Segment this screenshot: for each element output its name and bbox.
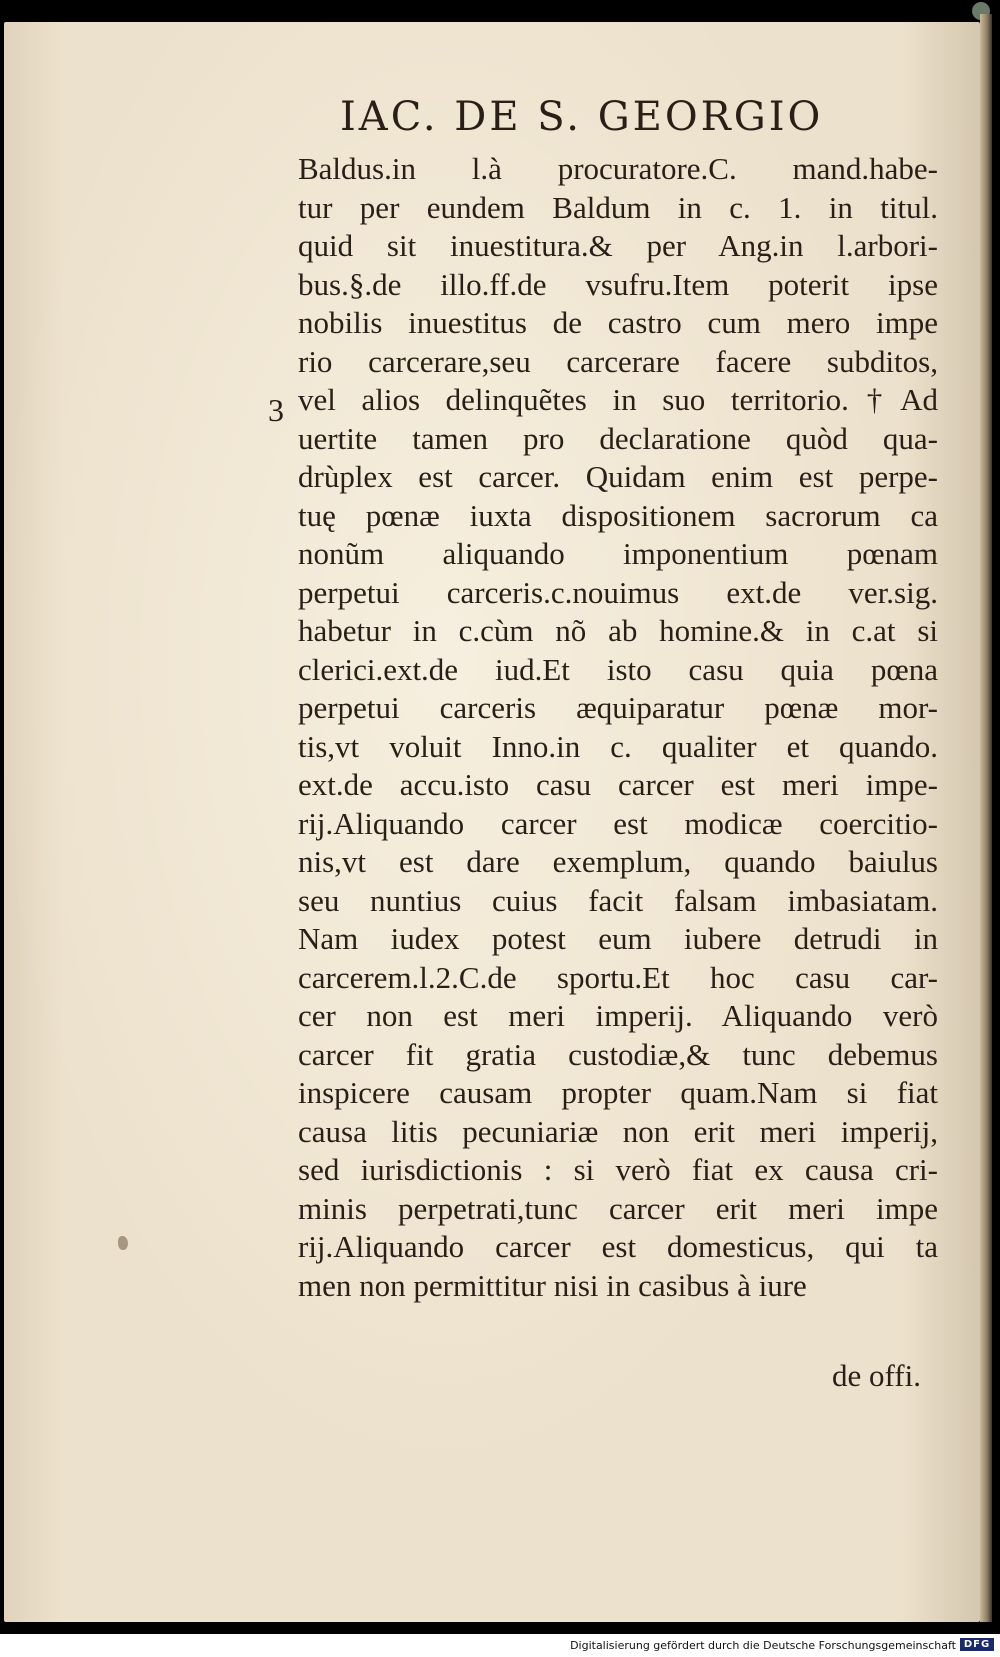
text-line: bus.§.de illo.ff.de vsufru.Item poterit ipse — [298, 266, 938, 302]
text-line: perpetui carceris.c.nouimus ext.de ver.sig. — [298, 574, 938, 610]
text-line: drùplex est carcer. Quidam enim est perpe- — [298, 459, 938, 494]
text-line: uertite tamen pro declaratione quòd qua- — [298, 420, 938, 456]
page-edge — [980, 14, 992, 1622]
digitization-credit: Digitalisierung gefördert durch die Deutsche Forschungsgemeinschaft — [570, 1639, 956, 1652]
text-line: perpetui carceris æquiparatur pœnæ mor- — [298, 690, 938, 725]
body-text — [298, 150, 938, 1305]
text-line: sed iurisdictionis : si verò fiat ex causa cri- — [298, 1152, 938, 1187]
text-line: tuę pœnæ iuxta dispositionem sacrorum ca — [298, 497, 938, 533]
text-line: rij.Aliquando carcer est modicæ coercitio- — [298, 805, 938, 841]
catchword: de offi. — [832, 1358, 921, 1393]
text-line: clerici.ext.de iud.Et isto casu quia pœna — [298, 651, 938, 687]
text-line: habetur in c.cùm nõ ab homine.& in c.at si — [298, 613, 938, 648]
text-line: nis,vt est dare exemplum, quando baiulus — [298, 844, 938, 879]
margin-numeral: 3 — [268, 392, 284, 428]
text-line: seu nuntius cuius facit falsam imbasiatam. — [298, 882, 938, 918]
text-line: Baldus.in l.à procuratore.C. mand.habe- — [298, 151, 938, 186]
dfg-logo: DFG — [960, 1638, 994, 1651]
text-line: rij.Aliquando carcer est domesticus, qui ta — [298, 1229, 938, 1264]
text-line: tis,vt voluit Inno.in c. qualiter et quando. — [298, 728, 938, 764]
text-line: minis perpetrati,tunc carcer erit meri impe — [298, 1190, 938, 1226]
text-line: Nam iudex potest eum iubere detrudi in — [298, 921, 938, 956]
text-line: rio carcerare,seu carcerare facere subditos, — [298, 343, 938, 379]
text-line: ext.de accu.isto casu carcer est meri impe- — [298, 767, 938, 802]
running-title: IAC. DE S. GEORGIO — [340, 94, 824, 140]
text-line: inspicere causam propter quam.Nam si fiat — [298, 1075, 938, 1110]
text-line: nobilis inuestitus de castro cum mero impe — [298, 305, 938, 340]
text-line: carcerem.l.2.C.de sportu.Et hoc casu car- — [298, 959, 938, 995]
text-line: quid sit inuestitura.& per Ang.in l.arbori- — [298, 228, 938, 263]
paper-speck — [118, 1236, 128, 1250]
text-line: carcer fit gratia custodiæ,& tunc debemus — [298, 1036, 938, 1072]
text-line: nonũm aliquando imponentium pœnam — [298, 536, 938, 571]
text-line: causa litis pecuniariæ non erit meri imperij, — [298, 1113, 938, 1149]
text-line: cer non est meri imperij. Aliquando verò — [298, 998, 938, 1033]
text-line: vel alios delinquẽtes in suo territorio.†Ad — [298, 382, 938, 417]
text-line: tur per eundem Baldum in c. 1. in titul. — [298, 189, 938, 225]
text-line: men non permittitur nisi in casibus à iure — [298, 1267, 807, 1303]
